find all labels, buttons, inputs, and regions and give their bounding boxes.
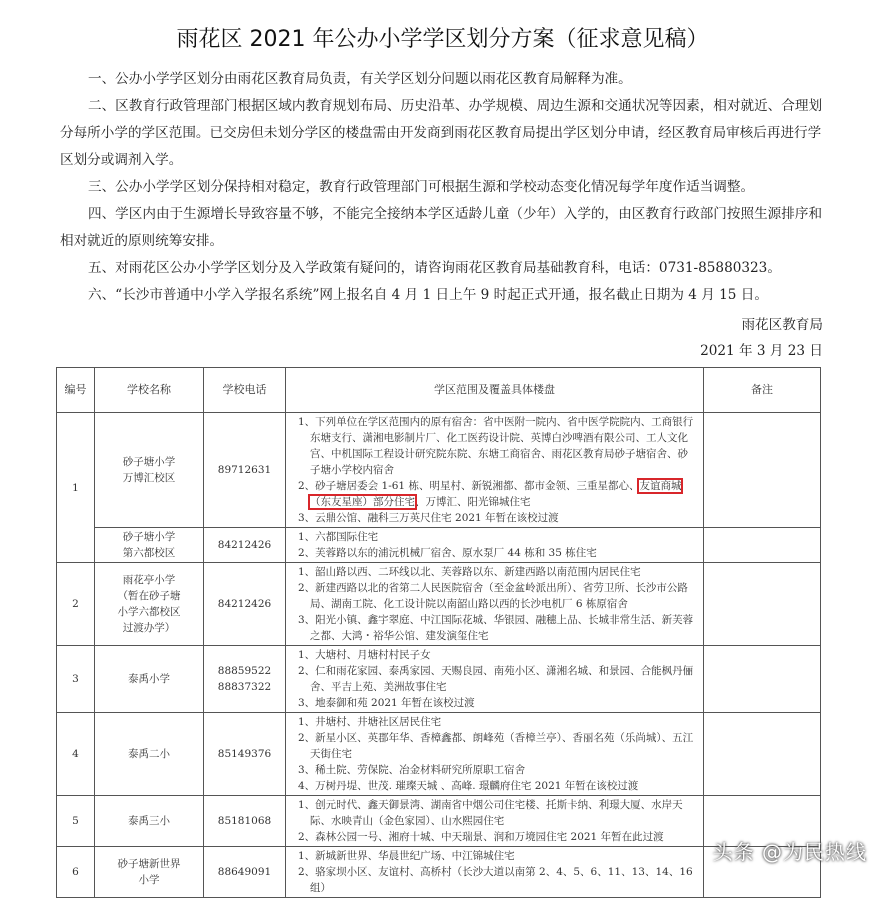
- district-range: [286, 713, 704, 796]
- paragraph-4: 四、学区内由于生源增长导致容量不够，不能完全接纳本学区适龄儿童（少年）入学的，由区教育行政部门按照生源排序和相对就近的原则统筹安排。: [60, 206, 823, 249]
- note-cell: [704, 563, 821, 646]
- row-no: 4: [57, 713, 95, 796]
- district-range: [286, 796, 704, 847]
- header-school-name: 学校名称: [95, 368, 204, 413]
- district-range: [286, 528, 704, 563]
- school-name: 泰禹二小: [95, 713, 204, 796]
- district-range: [286, 847, 704, 898]
- highlighted-building: 友谊商城（东友星座）部分住宅: [310, 480, 682, 508]
- row-no: 2: [57, 563, 95, 646]
- school-district-table: [56, 367, 821, 898]
- range-line: 2、森林公园一号、湘府十城、中天瑞景、润和万境园住宅 2021 年暂在此过渡: [298, 831, 664, 843]
- row-no: 1: [57, 413, 95, 563]
- district-range: [286, 563, 704, 646]
- school-phone: 88649091: [204, 847, 286, 898]
- range-line: 1、下列单位在学区范围内的原有宿舍：省中医附一院内、省中医学院院内、工商银行东塘支行、潇湘电影制片厂、化工医药设计院、英博白沙啤酒有限公司、工人文化宫、中机国际工程设计研究院东院、东塘工商宿舍、雨花区教育局砂子塘宿舍、砂子塘小学校内宿舍: [298, 416, 694, 476]
- row-no: 5: [57, 796, 95, 847]
- table-row: [57, 713, 821, 796]
- school-phone: 89712631: [204, 413, 286, 528]
- school-name: 泰禹三小: [95, 796, 204, 847]
- range-line: 1、井塘村、井塘社区居民住宅: [298, 716, 442, 728]
- header-note: 备注: [704, 368, 821, 413]
- signature-date: 2021 年 3 月 23 日: [700, 343, 823, 359]
- range-line: 1、韶山路以西、二环线以北、芙蓉路以东、新建西路以南范围内居民住宅: [298, 566, 641, 578]
- school-name: 砂子塘小学 第六都校区: [95, 528, 204, 563]
- signature-org: 雨花区教育局: [741, 317, 823, 333]
- table-row: [57, 796, 821, 847]
- range-line: 2、仁和雨花家园、泰禹家园、天赐良园、南苑小区、潇湘名城、和景园、合能枫丹俪舍、平吉上苑、美洲故事住宅: [298, 665, 694, 693]
- district-range: [286, 413, 704, 528]
- header-phone: 学校电话: [204, 368, 286, 413]
- range-line: 3、阳光小镇、鑫宇翠庭、中江国际花城、华银园、融穗上品、长城非常生活、新芙蓉之都、大鸿・裕华公馆、建发演玺住宅: [298, 614, 694, 642]
- school-phone: 84212426: [204, 563, 286, 646]
- school-phone: 88859522 88837322: [204, 646, 286, 713]
- watermark: 头条 @为民热线: [712, 840, 867, 864]
- range-line: 2、新星小区、英郡年华、香樟鑫都、朗峰苑（香樟兰亭）、香丽名苑（乐尚城）、五江天街住宅: [298, 732, 694, 760]
- range-text: 2、砂子塘居委会 1-61 栋、明星村、新锐湘都、都市金领、三重星都心、: [298, 480, 640, 492]
- table-row: [57, 413, 821, 528]
- range-line: 2、新建西路以北的省第二人民医院宿舍（至金盆岭派出所）、省劳卫所、长沙市公路局、湖南工院、化工设计院以南韶山路以西的长沙电机厂 6 栋原宿舍: [298, 582, 688, 610]
- range-line: [298, 478, 698, 510]
- range-line: 1、六都国际住宅: [298, 531, 379, 543]
- row-no: 6: [57, 847, 95, 898]
- header-no: 编号: [57, 368, 95, 413]
- school-name: 雨花亭小学 （暂在砂子塘 小学六都校区 过渡办学）: [95, 563, 204, 646]
- range-line: 1、创元时代、鑫天御景湾、湖南省中烟公司住宅楼、托斯卡纳、利璟大厦、水岸天际、水映青山（金色家园）、山水熙园住宅: [298, 799, 683, 827]
- table-row: [57, 847, 821, 898]
- note-cell: [704, 528, 821, 563]
- table-row: [57, 528, 821, 563]
- page-title: 雨花区 2021 年公办小学学区划分方案（征求意见稿）: [176, 27, 709, 52]
- note-cell: [704, 646, 821, 713]
- paragraph-2: 二、区教育行政管理部门根据区域内教育规划布局、历史沿革、办学规模、周边生源和交通状况等因素，相对就近、合理划分每所小学的学区范围。已交房但未划分学区的楼盘需由开发商到雨花区教育局提出学区划分申请，经区教育局审核后再进行学区划分或调剂入学。: [60, 98, 823, 168]
- table-header-row: [57, 368, 821, 413]
- row-no: 3: [57, 646, 95, 713]
- range-line: 2、芙蓉路以东的浦沅机械厂宿舍、原水泵厂 44 栋和 35 栋住宅: [298, 547, 597, 559]
- school-phone: 85149376: [204, 713, 286, 796]
- paragraph-6: 六、“长沙市普通中小学入学报名系统”网上报名自 4 月 1 日上午 9 时起正式开通，报名截止日期为 4 月 15 日。: [88, 287, 768, 303]
- school-name: 泰禹小学: [95, 646, 204, 713]
- range-line: 4、万树丹堤、世茂. 璀璨天城 、高峰. 璟麟府住宅 2021 年暂在该校过渡: [298, 780, 639, 792]
- school-name: 砂子塘小学 万博汇校区: [95, 413, 204, 528]
- table-row: [57, 646, 821, 713]
- range-line: 1、大塘村、月塘村村民子女: [298, 649, 431, 661]
- paragraph-5: 五、对雨花区公办小学学区划分及入学政策有疑问的，请咨询雨花区教育局基础教育科，电话：0731-85880323。: [88, 260, 781, 276]
- school-name: 砂子塘新世界 小学: [95, 847, 204, 898]
- range-text: 、万博汇、阳光锦城住宅: [415, 496, 531, 508]
- range-line: 3、地泰御和苑 2021 年暂在该校过渡: [298, 697, 475, 709]
- range-line: 2、骆家坝小区、友谊村、高桥村（长沙大道以南第 2、4、5、6、11、13、14、16 组）: [298, 866, 693, 894]
- range-line: 3、云鼎公馆、融科三万英尺住宅 2021 年暂在该校过渡: [298, 512, 559, 524]
- paragraph-1: 一、公办小学学区划分由雨花区教育局负责，有关学区划分问题以雨花区教育局解释为准。: [88, 71, 632, 87]
- district-range: [286, 646, 704, 713]
- paragraph-3: 三、公办小学学区划分保持相对稳定，教育行政管理部门可根据生源和学校动态变化情况每学年度作适当调整。: [88, 179, 755, 195]
- table-row: [57, 563, 821, 646]
- note-cell: [704, 413, 821, 528]
- header-range: 学区范围及覆盖具体楼盘: [286, 368, 704, 413]
- range-line: 3、稀土院、劳保院、冶金材料研究所原职工宿舍: [298, 764, 526, 776]
- school-phone: 85181068: [204, 796, 286, 847]
- range-line: 1、新城新世界、华晨世纪广场、中江锦城住宅: [298, 850, 515, 862]
- note-cell: [704, 713, 821, 796]
- school-phone: 84212426: [204, 528, 286, 563]
